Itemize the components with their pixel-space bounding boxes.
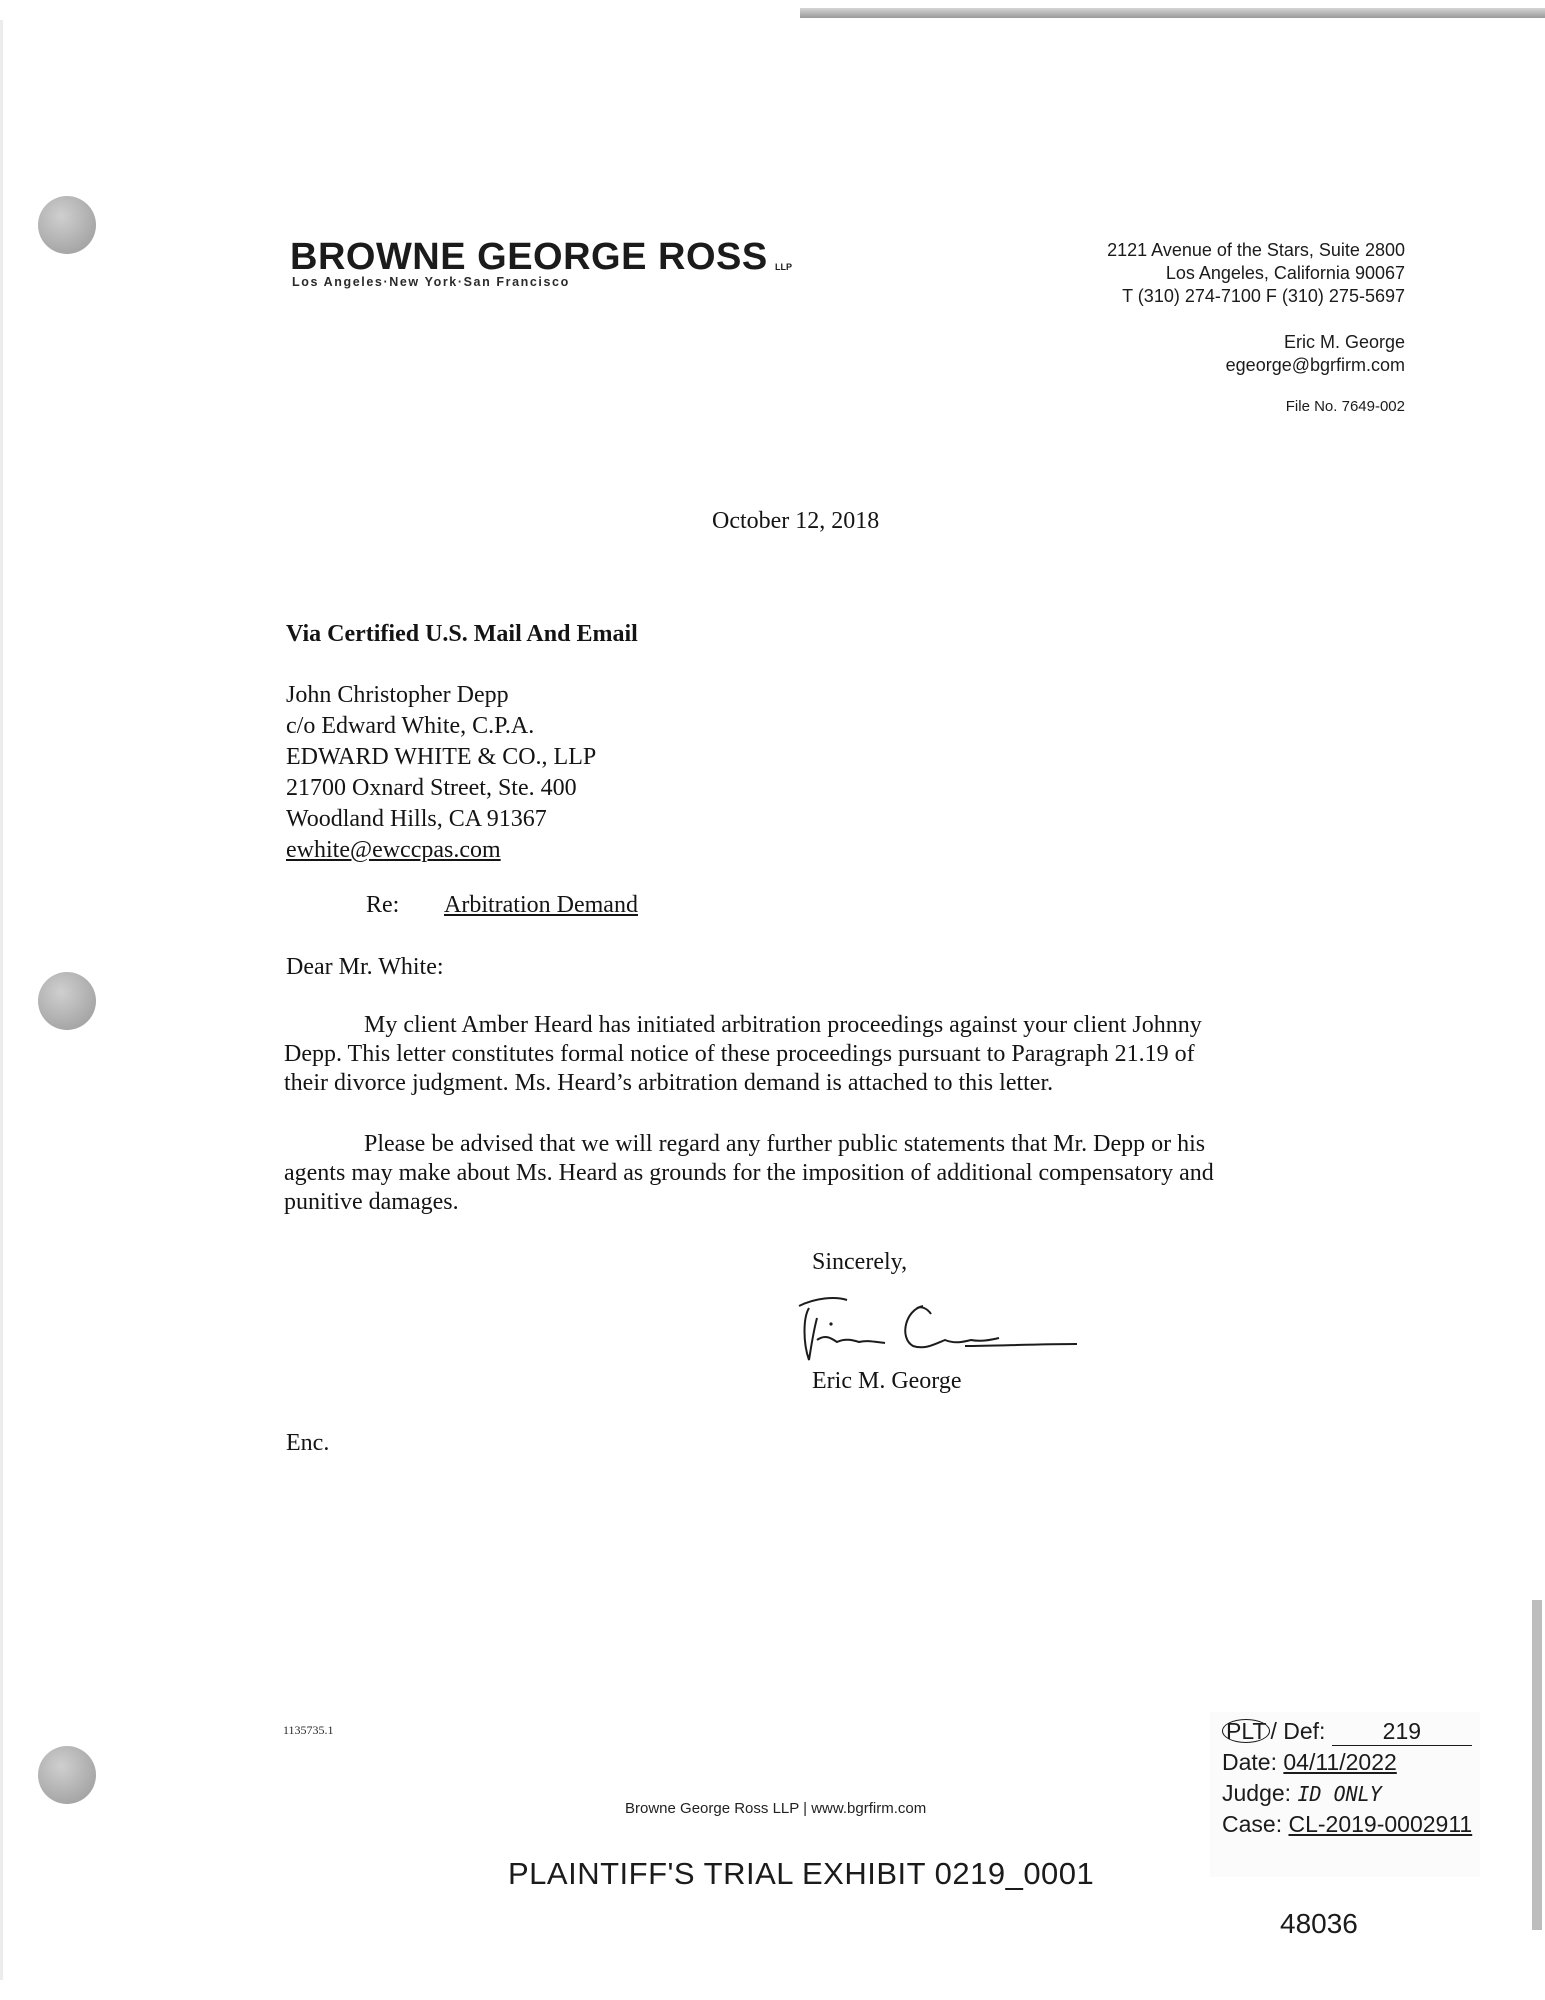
recipient-line: John Christopher Depp	[286, 682, 509, 708]
paragraph-1	[284, 1010, 1314, 1097]
re-label: Re:	[366, 892, 400, 918]
paragraph-line: Please be advised that we will regard any further public statements that Mr. Depp or his	[364, 1131, 1206, 1157]
recipient-block	[286, 680, 596, 866]
paragraph-2	[284, 1129, 1314, 1216]
punch-hole-bottom	[38, 1746, 96, 1804]
re-subject: Arbitration Demand	[444, 892, 638, 918]
stamp-judge-label: Judge:	[1222, 1780, 1292, 1806]
paragraph-line: Depp. This letter constitutes formal notice of these proceedings pursuant to Paragraph 21.19 of	[284, 1041, 1195, 1067]
stamp-case-line	[1222, 1811, 1472, 1838]
closing: Sincerely,	[812, 1249, 908, 1275]
stamp-plt-circled: PLT	[1222, 1719, 1270, 1743]
stamp-def-line	[1222, 1718, 1472, 1746]
file-number: File No. 7649-002	[1285, 398, 1405, 415]
scan-left-edge	[0, 20, 3, 1980]
stamp-def-label: / Def:	[1270, 1718, 1326, 1744]
stamp-case-value: CL-2019-0002911	[1288, 1811, 1473, 1837]
punch-hole-top	[38, 196, 96, 254]
address-line-2: Los Angeles, California 90067	[1165, 263, 1405, 283]
recipient-line: Woodland Hills, CA 91367	[286, 806, 547, 832]
scan-top-rule	[800, 8, 1545, 18]
firm-cities: Los Angeles·New York·San Francisco	[292, 275, 570, 289]
phone-fax: T (310) 274-7100 F (310) 275-5697	[1122, 286, 1405, 306]
stamp-judge-line	[1222, 1780, 1382, 1807]
paragraph-line: My client Amber Heard has initiated arbitration proceedings against your client Johnny	[364, 1012, 1202, 1038]
exhibit-title: PLAINTIFF'S TRIAL EXHIBIT 0219_0001	[508, 1856, 1095, 1891]
attorney-email: egeorge@bgrfirm.com	[1225, 355, 1405, 375]
document-number: 1135735.1	[283, 1723, 334, 1737]
paragraph-line: agents may make about Ms. Heard as grounds for the imposition of additional compensatory and	[284, 1160, 1214, 1186]
paragraph-line: punitive damages.	[284, 1189, 459, 1215]
stamp-case-label: Case:	[1222, 1811, 1283, 1837]
signer-name: Eric M. George	[812, 1368, 962, 1394]
paragraph-line: their divorce judgment. Ms. Heard’s arbitration demand is attached to this letter.	[284, 1070, 1054, 1096]
signature-image	[795, 1288, 1095, 1368]
stamp-date-label: Date:	[1222, 1749, 1277, 1775]
recipient-line: c/o Edward White, C.P.A.	[286, 713, 535, 739]
salutation: Dear Mr. White:	[286, 954, 444, 980]
punch-hole-middle	[38, 972, 96, 1030]
stamp-date-value: 04/11/2022	[1283, 1749, 1397, 1775]
bates-number: 48036	[1280, 1908, 1358, 1939]
stamp-judge-value: ID ONLY	[1297, 1782, 1382, 1806]
recipient-email: ewhite@ewccpas.com	[286, 837, 501, 863]
firm-suffix: LLP	[775, 262, 792, 272]
stamp-date-line	[1222, 1749, 1397, 1776]
address-line-1: 2121 Avenue of the Stars, Suite 2800	[1107, 240, 1405, 260]
enclosure-note: Enc.	[286, 1430, 330, 1456]
delivery-method: Via Certified U.S. Mail And Email	[286, 621, 638, 647]
recipient-line: 21700 Oxnard Street, Ste. 400	[286, 775, 577, 801]
firm-name: BROWNE GEORGE ROSS	[290, 236, 768, 278]
stamp-def-value: 219	[1332, 1718, 1472, 1746]
scan-right-edge	[1532, 1600, 1542, 1930]
footer-firm-line: Browne George Ross LLP | www.bgrfirm.com	[625, 1800, 927, 1817]
recipient-line: EDWARD WHITE & CO., LLP	[286, 744, 597, 770]
letter-date: October 12, 2018	[712, 508, 880, 534]
attorney-name: Eric M. George	[1283, 332, 1405, 352]
